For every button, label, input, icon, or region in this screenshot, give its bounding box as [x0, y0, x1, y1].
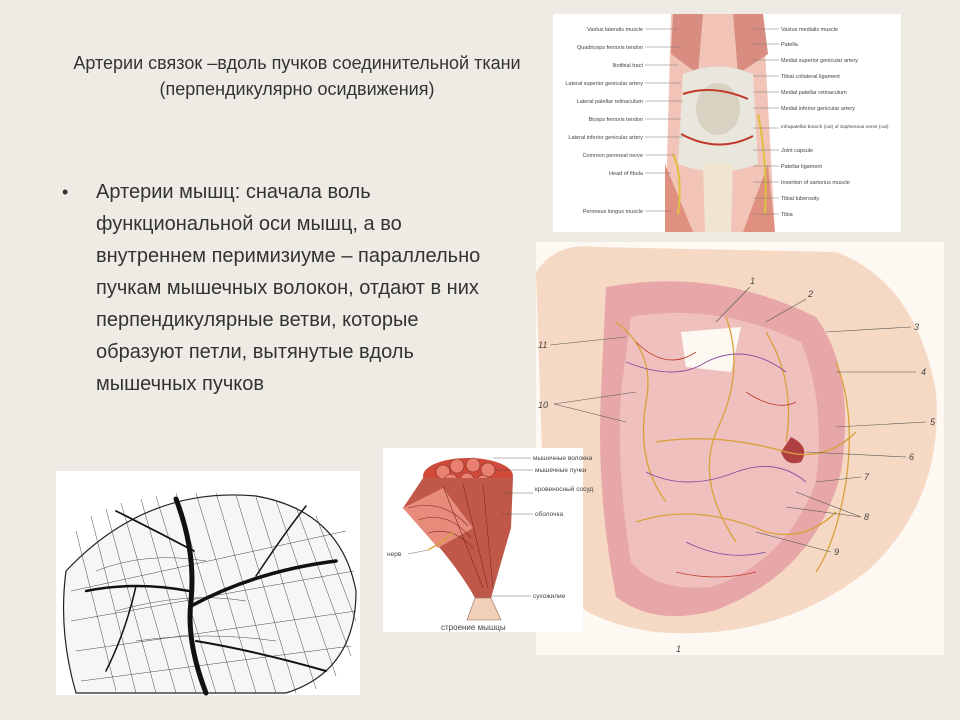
bullet-text: Артерии мышц: сначала воль функциональной оси мышц, а во внутреннем перимизиуме – параллельно пучкам мышечных волокон, отдают в них перпендикулярные ветви, которые образуют петли, вытянутые вдоль мышечных пучков [96, 181, 481, 395]
breast-label: 2 [808, 289, 814, 299]
breast-label: 6 [909, 452, 915, 462]
knee-label-right: Patella [781, 42, 798, 48]
bullet-dot: • [62, 182, 69, 202]
bullet-item [62, 176, 482, 400]
slide-title: Артерии связок –вдоль пучков соединительной ткани (перпендикулярно осидвижения) [73, 53, 521, 99]
breast-label: 4 [921, 367, 927, 377]
knee-anatomy-drawing [553, 14, 901, 232]
knee-label-left: Common peroneal nerve [582, 153, 643, 159]
muscle-label: мышечные пучки [535, 467, 587, 474]
knee-label-left: Biceps femoris tendon [588, 117, 643, 123]
knee-label-left: Peroneus longus muscle [582, 209, 643, 215]
knee-label-right: Medial inferior genicular artery [781, 106, 855, 112]
knee-label-left: Iliotibial tract [612, 63, 643, 69]
knee-label-right: Medial patellar retinaculum [781, 90, 847, 96]
knee-label-right: Tibial tuberosity [781, 196, 820, 202]
muscle-label: кровеносный сосуд [535, 486, 594, 493]
muscle-label: мышечные волокна [533, 455, 593, 462]
breast-anatomy-image [536, 242, 944, 655]
knee-label-right: Joint capsule [781, 148, 814, 154]
knee-label-right: Vastus medialis muscle [781, 27, 839, 33]
breast-label: 1 [750, 276, 756, 286]
knee-label-left: Lateral patellar retinaculum [576, 99, 643, 105]
knee-label-right: Medial superior genicular artery [781, 58, 859, 64]
muscle-label: сухожилие [533, 593, 566, 600]
breast-label: 9 [834, 547, 840, 557]
muscle-caption: строение мышцы [441, 623, 506, 632]
knee-label-right: Tibia [781, 212, 793, 218]
knee-label-left: Vastus lateralis muscle [587, 27, 643, 33]
knee-label-left: Head of fibula [609, 171, 643, 177]
knee-anatomy-image [553, 14, 901, 232]
breast-label: 7 [864, 472, 870, 482]
knee-label-left: Lateral inferior genicular artery [568, 135, 643, 141]
vessel-network-drawing [56, 471, 360, 695]
knee-label-right: Infrapatellar branch (cut) of Saphenous nerve (cut) [781, 125, 889, 130]
breast-anatomy-drawing [536, 242, 944, 655]
breast-label: 11 [538, 340, 548, 350]
knee-label-right: Patellar ligament [781, 164, 822, 170]
knee-label-right: Insertion of sartorius muscle [781, 180, 850, 186]
breast-label: 1 [676, 644, 682, 654]
muscle-structure-drawing [383, 448, 594, 632]
breast-label: 3 [914, 322, 920, 332]
muscle-label: оболочка [535, 511, 564, 518]
muscle-structure-image [383, 448, 594, 632]
knee-label-left: Lateral superior genicular artery [565, 81, 643, 87]
knee-label-left: Quadriceps femoris tendon [576, 45, 643, 51]
muscle-label: нерв [387, 551, 402, 558]
knee-label-right: Tibial collateral ligament [781, 74, 840, 80]
breast-label: 8 [864, 512, 870, 522]
vessel-network-image [56, 471, 360, 695]
breast-label: 10 [538, 400, 549, 410]
breast-label: 5 [930, 417, 936, 427]
